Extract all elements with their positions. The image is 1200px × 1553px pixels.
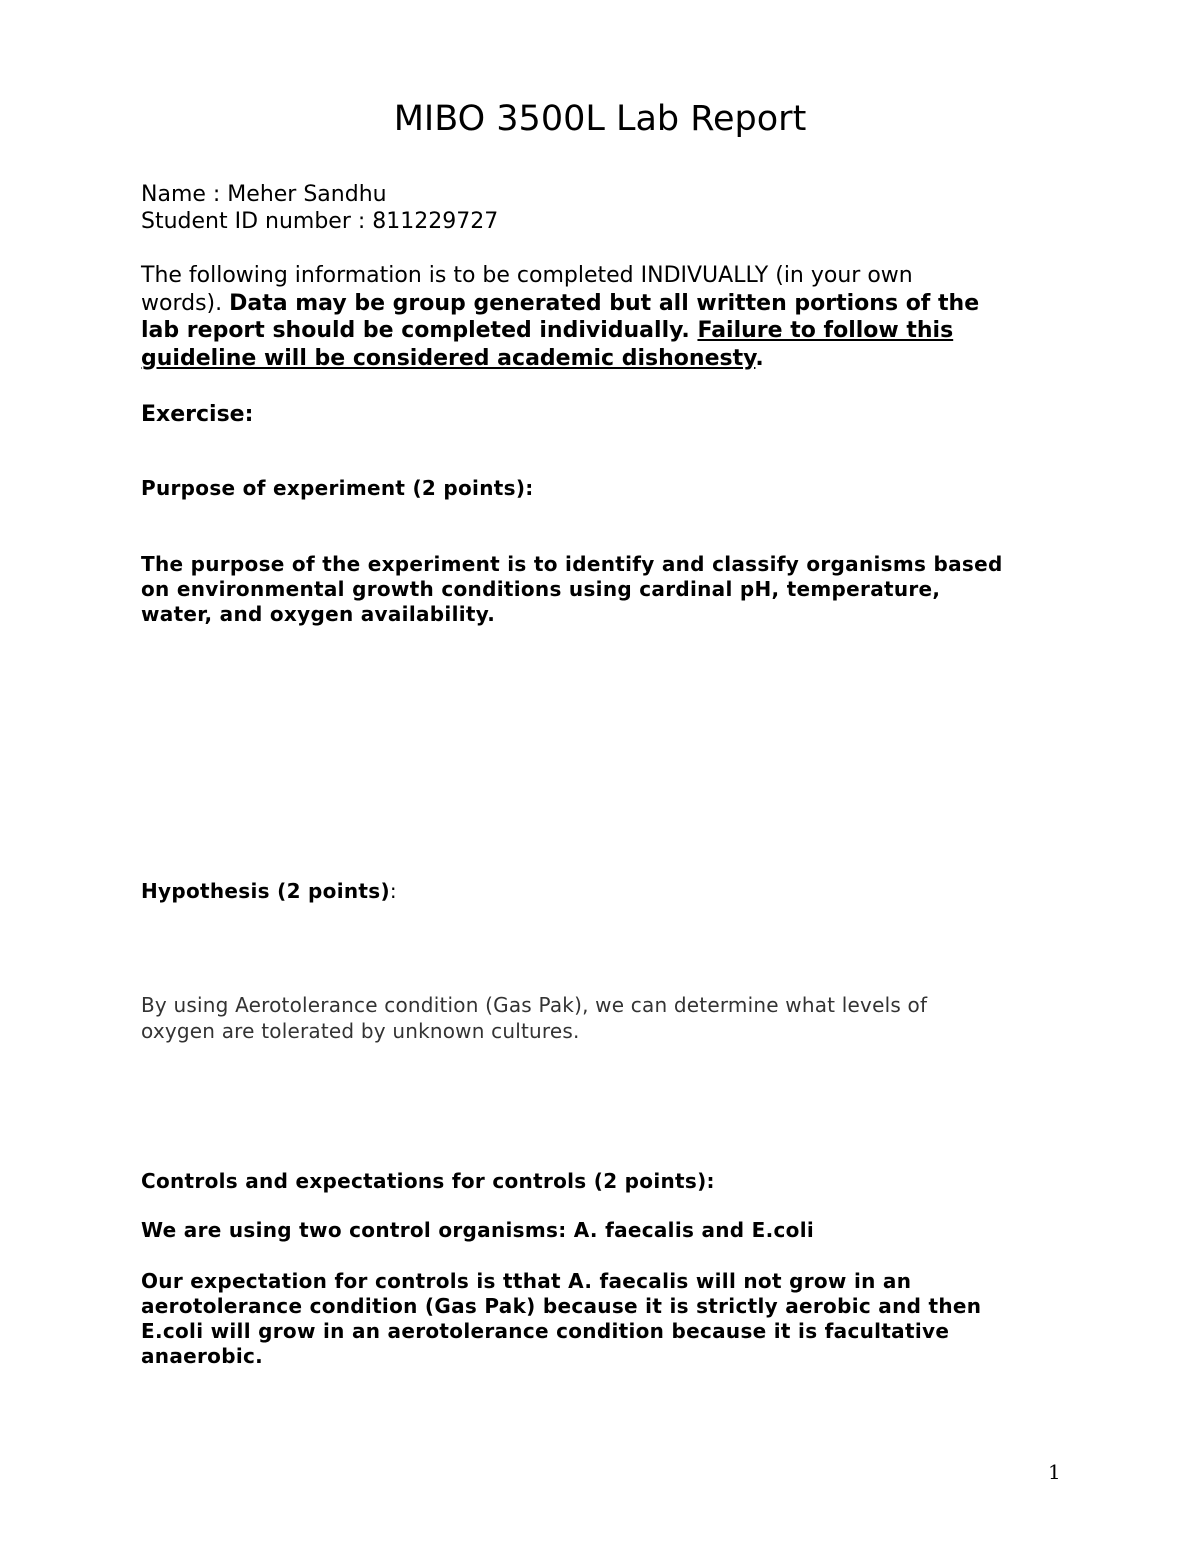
notice-line-3-bold: lab report should be completed individually. [141, 318, 698, 343]
page-number: 1 [1048, 1460, 1061, 1484]
expectation-line: anaerobic. [141, 1344, 264, 1368]
notice-line-1: The following information is to be completed INDIVUALLY (in your own [141, 263, 913, 288]
controls-label: Controls and expectations for controls (2 points): [141, 1169, 715, 1193]
purpose-paragraph [141, 552, 1081, 627]
notice-line-4 [141, 345, 1081, 373]
hypothesis-label [141, 879, 397, 904]
controls-expectation [141, 1269, 1081, 1369]
notice-line-3-underlined: Failure to follow this [697, 318, 954, 343]
integrity-notice [141, 262, 1081, 372]
expectation-line: E.coli will grow in an aerotolerance condition because it is facultative [141, 1319, 950, 1343]
purpose-line: The purpose of the experiment is to identify and classify organisms based [141, 552, 1003, 576]
hypothesis-label-bold: Hypothesis (2 points) [141, 879, 390, 903]
notice-line-2-plain: words). [141, 290, 230, 316]
hypothesis-paragraph [141, 992, 1081, 1044]
hypothesis-line: oxygen are tolerated by unknown cultures. [141, 1019, 580, 1043]
purpose-line: water, and oxygen availability. [141, 602, 496, 626]
hypothesis-label-tail: : [389, 879, 397, 903]
purpose-line: on environmental growth conditions using cardinal pH, temperature, [141, 577, 941, 601]
notice-line-4-tail: . [755, 345, 764, 371]
notice-line-4-underlined: guideline will be considered academic dishonesty [141, 345, 756, 371]
control-organisms: We are using two control organisms: A. faecalis and E.coli [141, 1218, 815, 1242]
document-title: MIBO 3500L Lab Report [393, 99, 807, 139]
student-id: Student ID number : 811229727 [141, 209, 499, 234]
notice-line-3 [141, 317, 1081, 345]
expectation-line: aerotolerance condition (Gas Pak) because it is strictly aerobic and then [141, 1294, 982, 1318]
expectation-line: Our expectation for controls is tthat A. faecalis will not grow in an [141, 1269, 912, 1293]
student-name: Name : Meher Sandhu [141, 182, 387, 207]
purpose-label: Purpose of experiment (2 points): [141, 476, 534, 500]
exercise-heading: Exercise: [141, 402, 254, 427]
hypothesis-line: By using Aerotolerance condition (Gas Pak), we can determine what levels of [141, 993, 928, 1017]
notice-line-2-bold: Data may be group generated but all written portions of the [229, 290, 980, 316]
notice-line-2 [141, 290, 1081, 318]
